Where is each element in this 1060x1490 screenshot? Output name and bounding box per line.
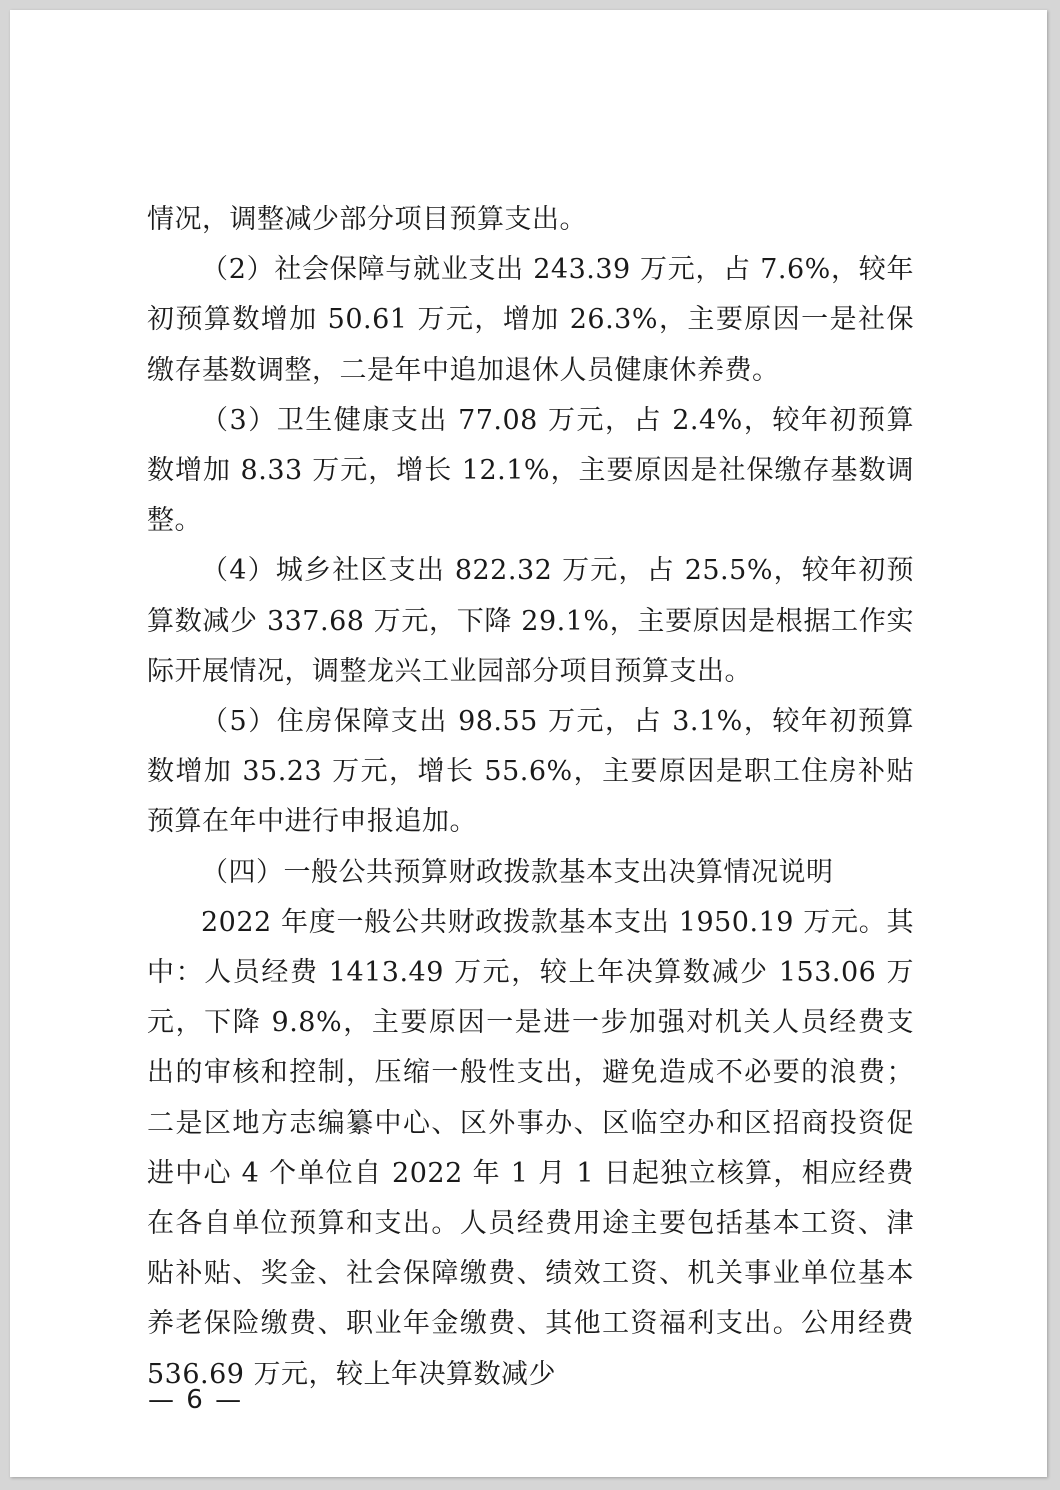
paragraph-housing: （5）住房保障支出 98.55 万元，占 3.1%，较年初预算数增加 35.23 万元，增长 55.6%，主要原因是职工住房补贴预算在年中进行申报追加。: [147, 706, 914, 838]
document-page: [10, 10, 1047, 1477]
document-body: [147, 195, 914, 1400]
section-heading: （四）一般公共预算财政拨款基本支出决算情况说明: [201, 856, 834, 888]
page-number: — 6 —: [148, 1385, 244, 1415]
paragraph-social-security: （2）社会保障与就业支出 243.39 万元，占 7.6%，较年初预算数增加 50.61 万元，增加 26.3%，主要原因一是社保缴存基数调整，二是年中追加退休人员健康休养费。: [147, 254, 914, 386]
paragraph-urban-rural: （4）城乡社区支出 822.32 万元，占 25.5%，较年初预算数减少 337.68 万元，下降 29.1%，主要原因是根据工作实际开展情况，调整龙兴工业园部分项目预算支出。: [147, 555, 914, 687]
paragraph-basic-expenditure: 2022 年度一般公共财政拨款基本支出 1950.19 万元。其中：人员经费 1413.49 万元，较上年决算数减少 153.06 万元，下降 9.8%，主要原因一是进一步加强对机关人员经费支出的审核和控制，压缩一般性支出，避免造成不必要的浪费；二是区地方志编纂中心、区外事办、区临空办和区招商投资促进中心 4 个单位自 2022 年 1 月 1 日起独立核算，相应经费在各自单位预算和支出。人员经费用途主要包括基本工资、津贴补贴、奖金、社会保障缴费、绩效工资、机关事业单位基本养老保险缴费、职业年金缴费、其他工资福利支出。公用经费 536.69 万元，较上年决算数减少: [147, 906, 914, 1390]
paragraph-health: （3）卫生健康支出 77.08 万元，占 2.4%，较年初预算数增加 8.33 万元，增长 12.1%，主要原因是社保缴存基数调整。: [147, 404, 914, 537]
paragraph-continuation: 情况，调整减少部分项目预算支出。: [147, 204, 587, 235]
